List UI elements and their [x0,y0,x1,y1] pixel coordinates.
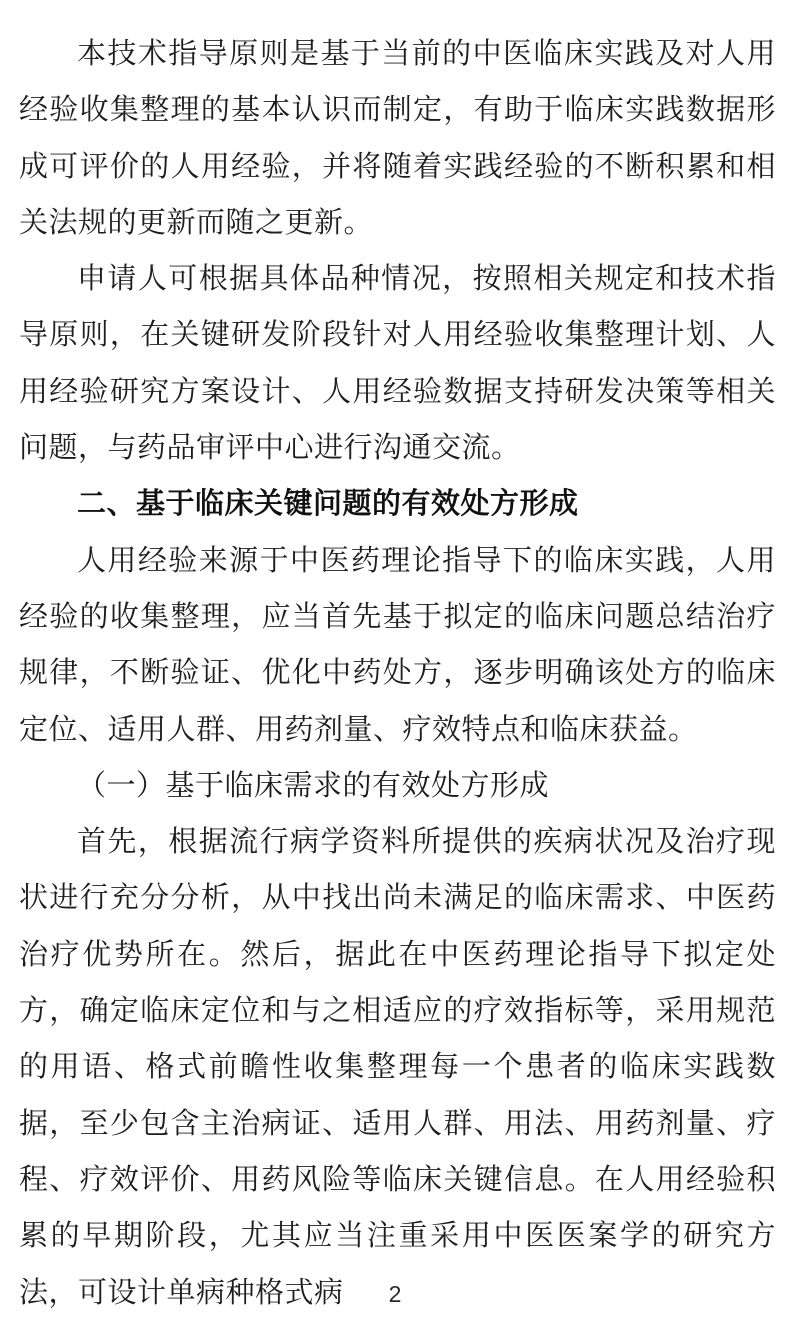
subsection-heading-clinical-need: （一）基于临床需求的有效处方形成 [77,769,550,802]
paragraph-human-use-experience-source: 人用经验来源于中医药理论指导下的临床实践，人用经验的收集整理，应当首先基于拟定的临床问题总结治疗规律，不断验证、优化中药处方，逐步明确该处方的临床定位、适用人群、用药剂量、疗效特点和临床获益。 [19,544,776,746]
section-heading-effective-prescription: 二、基于临床关键问题的有效处方形成 [77,488,579,521]
page-number: 2 [388,1281,402,1307]
document-body [19,26,776,1321]
paragraph-applicant-communication: 申请人可根据具体品种情况，按照相关规定和技术指导原则，在关键研发阶段针对人用经验收集整理计划、人用经验研究方案设计、人用经验数据支持研发决策等相关问题，与药品审评中心进行沟通交流。 [19,263,776,465]
paragraph-prescription-formation-process: 首先，根据流行病学资料所提供的疾病状况及治疗现状进行充分分析，从中找出尚未满足的临床需求、中医药治疗优势所在。然后，据此在中医药理论指导下拟定处方，确定临床定位和与之相适应的疗效指标等，采用规范的用语、格式前瞻性收集整理每一个患者的临床实践数据，至少包含主治病证、适用人群、用法、用药剂量、疗程、疗效评价、用药风险等临床关键信息。在人用经验积累的早期阶段，尤其应当注重采用中医医案学的研究方法，可设计单病种格式病 [19,826,776,1309]
paragraph-guideline-basis: 本技术指导原则是基于当前的中医临床实践及对人用经验收集整理的基本认识而制定，有助于临床实践数据形成可评价的人用经验，并将随着实践经验的不断积累和相关法规的更新而随之更新。 [19,38,776,239]
